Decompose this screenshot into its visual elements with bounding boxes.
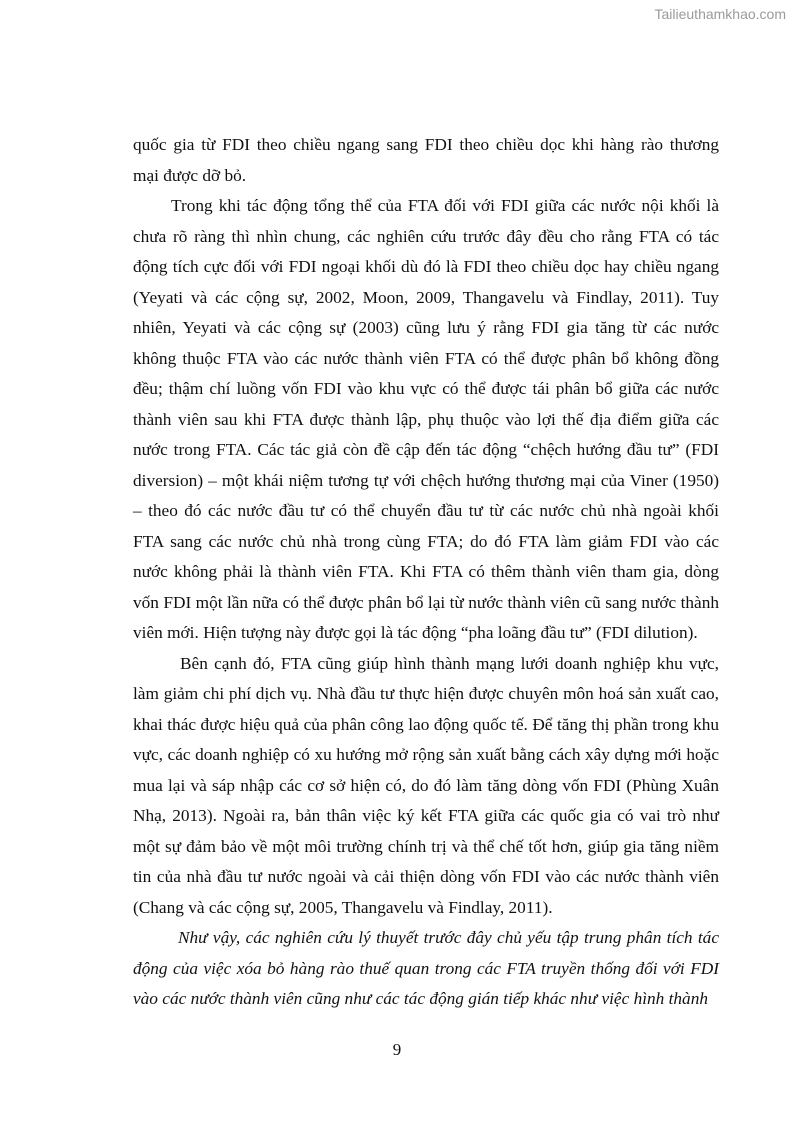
text-line: thành viên sau khi FTA được thành lập, phụ thuộc vào lợi thế địa điểm giữa các bbox=[133, 409, 719, 429]
text-line: vực, các doanh nghiệp có xu hướng mở rộng sản xuất bằng cách xây dựng mới hoặc bbox=[133, 745, 719, 764]
text-line: FTA sang các nước chủ nhà trong cùng FTA; do đó FTA làm giảm FDI vào các bbox=[133, 531, 719, 551]
text-line: đều; thậm chí luồng vốn FDI vào khu vực có thể được tái phân bổ giữa các nước bbox=[133, 379, 719, 398]
text-line: Bên cạnh đó, FTA cũng giúp hình thành mạng lưới doanh nghiệp khu vực, bbox=[180, 653, 719, 673]
text-line: chưa rõ ràng thì nhìn chung, các nghiên cứu trước đây đều cho rằng FTA có tác bbox=[133, 226, 719, 246]
text-line: nhiên, Yeyati và các cộng sự (2003) cũng lưu ý rằng FDI gia tăng từ các nước bbox=[133, 318, 719, 337]
text-line: khai thác được hiệu quả của phân công lao động quốc tế. Để tăng thị phần trong khu bbox=[133, 714, 719, 734]
text-line: vào các nước thành viên cũng như các tác động gián tiếp khác như việc hình thành bbox=[133, 989, 708, 1008]
text-line: (Chang và các cộng sự, 2005, Thangavelu và Findlay, 2011). bbox=[133, 897, 553, 917]
text-line: động của việc xóa bỏ hàng rào thuế quan trong các FTA truyền thống đối với FDI bbox=[133, 958, 719, 978]
paragraph bbox=[133, 130, 719, 191]
text-line: một sự đảm bảo về một môi trường chính trị và thể chế tốt hơn, giúp gia tăng niềm bbox=[133, 836, 719, 856]
text-line: Trong khi tác động tổng thể của FTA đối với FDI giữa các nước nội khối là bbox=[171, 196, 719, 215]
text-line: diversion) – một khái niệm tương tự với chệch hướng thương mại của Viner (1950) bbox=[133, 470, 719, 490]
document-body bbox=[133, 130, 719, 1015]
text-line: vốn FDI một lần nữa có thể được phân bổ lại từ nước thành viên cũ sang nước thành bbox=[133, 592, 719, 612]
text-line: mua lại và sáp nhập các cơ sở hiện có, do đó làm tăng dòng vốn FDI (Phùng Xuân bbox=[133, 775, 719, 795]
text-line: tin của nhà đầu tư nước ngoài và cải thiện dòng vốn FDI vào các nước thành viên bbox=[133, 867, 719, 886]
text-line: viên mới. Hiện tượng này được gọi là tác động “pha loãng đầu tư” (FDI dilution). bbox=[133, 623, 698, 642]
text-line: nước trong FTA. Các tác giả còn đề cập đến tác động “chệch hướng đầu tư” (FDI bbox=[133, 440, 719, 459]
text-line: Nhạ, 2013). Ngoài ra, bản thân việc ký kết FTA giữa các quốc gia có vai trò như bbox=[133, 806, 719, 825]
text-line: (Yeyati và các cộng sự, 2002, Moon, 2009, Thangavelu và Findlay, 2011). Tuy bbox=[133, 287, 719, 307]
paragraph bbox=[133, 191, 719, 649]
paragraph bbox=[133, 923, 719, 1015]
text-line: quốc gia từ FDI theo chiều ngang sang FDI theo chiều dọc khi hàng rào thương bbox=[133, 135, 719, 154]
text-line: không thuộc FTA vào các nước thành viên FTA có thể được phân bổ không đồng bbox=[133, 348, 719, 368]
paragraph bbox=[133, 649, 719, 924]
text-line: Như vậy, các nghiên cứu lý thuyết trước đây chủ yếu tập trung phân tích tác bbox=[178, 928, 719, 947]
text-line: làm giảm chi phí dịch vụ. Nhà đầu tư thực hiện được chuyên môn hoá sản xuất cao, bbox=[133, 684, 719, 703]
page-number: 9 bbox=[392, 1040, 402, 1059]
text-line: động tích cực đối với FDI ngoại khối dù đó là FDI theo chiều dọc hay chiều ngang bbox=[133, 257, 719, 276]
text-line: – theo đó các nước đầu tư có thể chuyển đầu tư từ các nước chủ nhà ngoài khối bbox=[133, 501, 719, 520]
text-line: mại được dỡ bỏ. bbox=[133, 165, 247, 185]
text-line: nước không phải là thành viên FTA. Khi FTA có thêm thành viên tham gia, dòng bbox=[133, 562, 719, 581]
watermark: Tailieuthamkhao.com bbox=[654, 6, 786, 22]
